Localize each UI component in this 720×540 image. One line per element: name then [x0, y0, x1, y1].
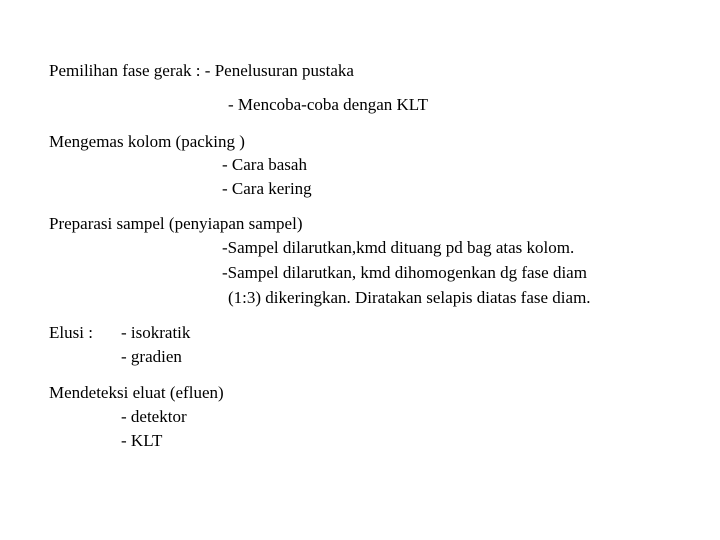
fase-gerak-title: Pemilihan fase gerak : - Penelusuran pustaka	[49, 61, 354, 80]
kolom-item-kering: - Cara kering	[222, 179, 312, 198]
deteksi-item-klt: - KLT	[121, 431, 163, 450]
elusi-item-gradien: - gradien	[121, 347, 182, 366]
sampel-item: -Sampel dilarutkan, kmd dihomogenkan dg fase diam	[222, 263, 587, 282]
deteksi-title: Mendeteksi eluat (efluen)	[49, 383, 224, 402]
kolom-title: Mengemas kolom (packing )	[49, 132, 245, 151]
sampel-title: Preparasi sampel (penyiapan sampel)	[49, 214, 303, 233]
fase-gerak-item: - Mencoba-coba dengan KLT	[228, 95, 428, 114]
deteksi-item-detektor: - detektor	[121, 407, 187, 426]
kolom-item-basah: - Cara basah	[222, 155, 307, 174]
sampel-item: (1:3) dikeringkan. Diratakan selapis diatas fase diam.	[228, 288, 591, 307]
sampel-item: -Sampel dilarutkan,kmd dituang pd bag atas kolom.	[222, 238, 575, 257]
elusi-label: Elusi :	[49, 323, 93, 342]
elusi-item-isokratik: - isokratik	[121, 323, 191, 342]
